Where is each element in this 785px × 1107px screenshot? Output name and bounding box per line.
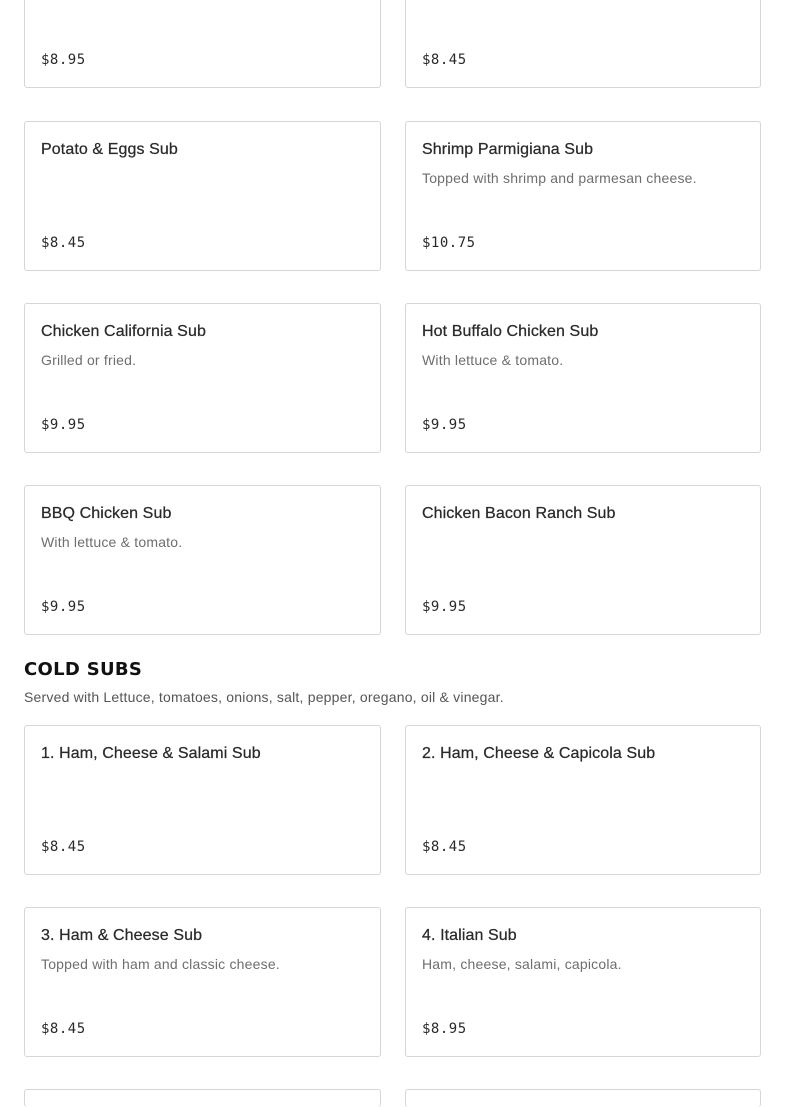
menu-item-price: $8.95 [41,52,86,68]
menu-item-card[interactable] [405,725,761,875]
menu-item-card[interactable] [24,907,381,1057]
menu-item-description: With lettuce & tomato. [41,534,183,550]
menu-item-description: Grilled or fried. [41,352,137,368]
menu-item-name: 3. Ham & Cheese Sub [41,927,203,944]
menu-item-card[interactable] [24,1089,381,1107]
menu-item-card[interactable] [24,0,381,88]
menu-item-card[interactable] [24,121,381,271]
menu-item-price: $8.45 [41,839,86,855]
menu-item-description: With lettuce & tomato. [422,352,564,368]
menu-item-price: $10.75 [422,235,476,251]
menu-item-price: $8.45 [41,1021,86,1037]
menu-item-name: Shrimp Parmigiana Sub [422,141,594,158]
menu-item-name: BBQ Chicken Sub [41,505,172,522]
menu-item-name: Hot Buffalo Chicken Sub [422,323,599,340]
section-subtitle: Served with Lettuce, tomatoes, onions, salt, pepper, oregano, oil & vinegar. [24,689,504,705]
menu-item-card[interactable] [405,907,761,1057]
menu-item-card[interactable] [24,725,381,875]
menu-item-name: Chicken California Sub [41,323,206,340]
menu-item-name: Chicken Bacon Ranch Sub [422,505,616,522]
menu-item-name: Potato & Eggs Sub [41,141,178,158]
menu-item-description: Ham, cheese, salami, capicola. [422,956,622,972]
menu-item-card[interactable] [405,121,761,271]
menu-item-price: $8.45 [422,52,467,68]
menu-item-card[interactable] [405,1089,761,1107]
menu-item-card[interactable] [405,485,761,635]
menu-item-price: $9.95 [422,417,467,433]
menu-item-name: 1. Ham, Cheese & Salami Sub [41,745,261,762]
menu-item-name: 2. Ham, Cheese & Capicola Sub [422,745,656,762]
menu-item-price: $9.95 [422,599,467,615]
menu-item-description: Topped with ham and classic cheese. [41,956,280,972]
menu-item-description: Topped with shrimp and parmesan cheese. [422,170,697,186]
menu-item-card[interactable] [24,303,381,453]
menu-item-price: $9.95 [41,599,86,615]
section-title: COLD SUBS [24,659,143,680]
menu-item-price: $8.45 [41,235,86,251]
menu-item-price: $9.95 [41,417,86,433]
menu-item-price: $8.45 [422,839,467,855]
menu-item-name: 4. Italian Sub [422,927,517,944]
menu-item-card[interactable] [405,303,761,453]
menu-item-price: $8.95 [422,1021,467,1037]
menu-item-card[interactable] [405,0,761,88]
menu-item-card[interactable] [24,485,381,635]
